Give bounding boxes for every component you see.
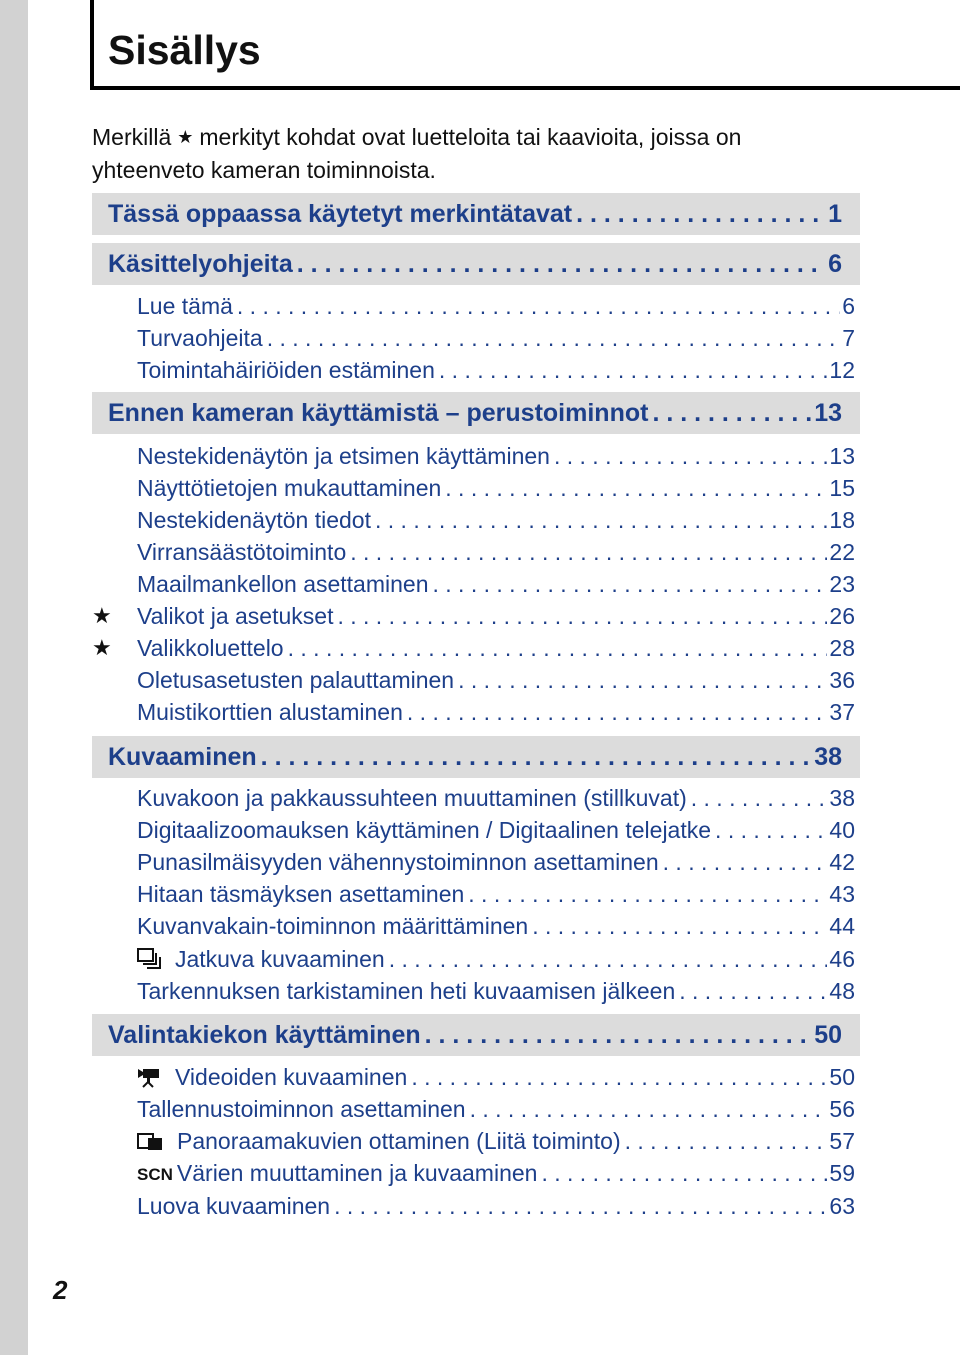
leader-dots	[407, 1064, 827, 1091]
leader-dots	[293, 250, 826, 279]
toc-entry-label: Valikot ja asetukset	[137, 603, 334, 629]
toc-entry-label: Näyttötietojen mukauttaminen	[137, 475, 442, 501]
toc-entry[interactable]	[137, 696, 855, 729]
toc-page-number: 43	[829, 881, 855, 907]
toc-section-label: Tässä oppaassa käytetyt merkintätavat	[108, 199, 573, 228]
toc-entry-label: Tallennustoiminnon asettaminen	[137, 1096, 466, 1122]
toc-entry-label: Lue tämä	[137, 293, 233, 319]
star-icon: ★	[92, 603, 112, 628]
toc-page-number: 50	[814, 1020, 842, 1049]
leader-dots	[233, 293, 840, 320]
toc-section-4[interactable]	[92, 736, 860, 778]
toc-entry[interactable]	[137, 504, 855, 537]
toc-entry[interactable]	[137, 472, 855, 505]
leader-dots	[572, 200, 826, 229]
toc-entry[interactable]	[137, 664, 855, 697]
leader-dots	[441, 475, 827, 502]
scn-icon: SCN	[137, 1165, 173, 1184]
leader-dots	[675, 978, 827, 1005]
leader-dots	[537, 1160, 827, 1187]
toc-entry[interactable]	[137, 943, 855, 976]
toc-entry-label: Kuvanvakain-toiminnon määrittäminen	[137, 913, 529, 939]
toc-page-number: 46	[829, 946, 855, 972]
leader-dots	[659, 849, 828, 876]
toc-entry[interactable]	[137, 600, 855, 633]
toc-page-number: 28	[829, 635, 855, 661]
toc-entry[interactable]	[137, 632, 855, 665]
leader-dots	[330, 1193, 827, 1220]
toc-entry-label-with-icon	[137, 1160, 537, 1187]
toc-entry-label-with-icon	[137, 946, 385, 973]
leader-dots	[648, 399, 812, 428]
toc-page-number: 37	[829, 699, 855, 725]
toc-entry-label: Valikkoluettelo	[137, 635, 284, 661]
leader-dots	[528, 913, 827, 940]
toc-page-number: 38	[829, 785, 855, 811]
toc-entry-label: Hitaan täsmäyksen asettaminen	[137, 881, 465, 907]
toc-entry-label-with-icon	[137, 1128, 621, 1155]
toc-entry[interactable]	[137, 1190, 855, 1223]
toc-entry[interactable]	[137, 975, 855, 1008]
toc-entry[interactable]	[137, 814, 855, 847]
intro-text-before: Merkillä	[92, 124, 172, 150]
toc-page-number: 13	[814, 398, 842, 427]
toc-entry[interactable]	[137, 1061, 855, 1094]
leader-dots	[371, 507, 827, 534]
toc-page-number: 23	[829, 571, 855, 597]
toc-entry-label: Digitaalizoomauksen käyttäminen / Digitaalinen telejatke	[137, 817, 712, 843]
toc-section-3[interactable]	[92, 392, 860, 434]
intro-text	[92, 121, 852, 187]
toc-entry-label: Nestekidenäytön tiedot	[137, 507, 371, 533]
toc-entry-text: Värien muuttaminen ja kuvaaminen	[176, 1160, 538, 1186]
toc-page-number: 26	[829, 603, 855, 629]
toc-entry-label: Oletusasetusten palauttaminen	[137, 667, 455, 693]
toc-page-number: 6	[842, 293, 855, 319]
toc-section-label: Kuvaaminen	[108, 742, 257, 771]
toc-entry[interactable]	[137, 290, 855, 323]
toc-entry-label-with-icon	[137, 1064, 407, 1091]
toc-entry[interactable]	[137, 354, 855, 387]
toc-section-2[interactable]	[92, 243, 860, 285]
toc-entry-label: Muistikorttien alustaminen	[137, 699, 403, 725]
toc-section-label: Ennen kameran käyttämistä – perustoiminnot	[108, 398, 649, 427]
star-icon: ★	[177, 127, 194, 147]
toc-entry[interactable]	[137, 322, 855, 355]
leader-dots	[454, 667, 827, 694]
toc-page-number: 59	[829, 1160, 855, 1186]
toc-entry[interactable]	[137, 1157, 855, 1190]
toc-entry-label: Luova kuvaaminen	[137, 1193, 331, 1219]
toc-page-number: 7	[842, 325, 855, 351]
toc-section-label: Käsittelyohjeita	[108, 249, 293, 278]
toc-entry-text: Videoiden kuvaaminen	[175, 1064, 408, 1090]
leader-dots	[464, 881, 827, 908]
toc-entry[interactable]	[137, 782, 855, 815]
toc-entry-label: Turvaohjeita	[137, 325, 263, 351]
toc-entry-label: Punasilmäisyyden vähennystoiminnon asettaminen	[137, 849, 659, 875]
toc-page-number: 48	[829, 978, 855, 1004]
stitch-assist-icon	[137, 1130, 163, 1152]
toc-page-number: 13	[829, 443, 855, 469]
leader-dots	[403, 699, 828, 726]
leader-dots	[263, 325, 840, 352]
toc-page-number: 56	[829, 1096, 855, 1122]
star-icon: ★	[92, 635, 112, 660]
toc-entry-label: Toimintahäiriöiden estäminen	[137, 357, 435, 383]
continuous-shooting-icon	[137, 948, 163, 970]
movie-camera-icon	[137, 1066, 163, 1088]
toc-entry[interactable]	[137, 1125, 855, 1158]
toc-entry[interactable]	[137, 846, 855, 879]
toc-entry-text: Jatkuva kuvaaminen	[175, 946, 385, 972]
toc-entry-label: Nestekidenäytön ja etsimen käyttäminen	[137, 443, 550, 469]
leader-dots	[429, 571, 828, 598]
toc-entry[interactable]	[137, 878, 855, 911]
page-title: Sisällys	[108, 27, 261, 73]
toc-page-number: 18	[829, 507, 855, 533]
toc-page-number: 44	[829, 913, 855, 939]
page-number: 2	[53, 1275, 68, 1305]
leader-dots	[711, 817, 827, 844]
toc-entry-label: Kuvakoon ja pakkaussuhteen muuttaminen (stillkuvat)	[137, 785, 687, 811]
side-bar	[0, 0, 28, 1355]
leader-dots	[333, 603, 827, 630]
toc-entry[interactable]	[137, 440, 855, 473]
leader-dots	[257, 743, 813, 772]
leader-dots	[687, 785, 828, 812]
toc-page-number: 40	[829, 817, 855, 843]
leader-dots	[385, 946, 828, 973]
toc-page-number: 6	[828, 249, 842, 278]
toc-page-number: 57	[829, 1128, 855, 1154]
toc-page-number: 12	[829, 357, 855, 383]
toc-entry-label: Virransäästötoiminto	[137, 539, 347, 565]
toc-entry-text: Panoraamakuvien ottaminen (Liitä toiminto)	[177, 1128, 621, 1154]
intro-text-after: merkityt kohdat ovat luetteloita tai kaavioita, joissa on yhteenveto kameran toiminnoista.	[92, 124, 742, 183]
toc-page-number: 1	[828, 199, 842, 228]
toc-page-number: 50	[829, 1064, 855, 1090]
toc-entry[interactable]	[137, 1093, 855, 1126]
leader-dots	[550, 443, 827, 470]
toc-section-label: Valintakiekon käyttäminen	[108, 1020, 421, 1049]
leader-dots	[621, 1128, 828, 1155]
toc-page-number: 63	[829, 1193, 855, 1219]
leader-dots	[421, 1021, 813, 1050]
toc-page-number: 38	[814, 742, 842, 771]
toc-entry-label: Maailmankellon asettaminen	[137, 571, 429, 597]
toc-section-5[interactable]	[92, 1014, 860, 1056]
leader-dots	[435, 357, 828, 384]
toc-section-1[interactable]	[92, 193, 860, 235]
toc-page-number: 42	[829, 849, 855, 875]
toc-entry-label: Tarkennuksen tarkistaminen heti kuvaamisen jälkeen	[137, 978, 676, 1004]
leader-dots	[346, 539, 827, 566]
leader-dots	[284, 635, 828, 662]
toc-page-number: 15	[829, 475, 855, 501]
toc-page-number: 22	[829, 539, 855, 565]
toc-page-number: 36	[829, 667, 855, 693]
leader-dots	[466, 1096, 828, 1123]
toc-entry[interactable]	[137, 536, 855, 569]
toc-entry[interactable]	[137, 568, 855, 601]
toc-entry[interactable]	[137, 910, 855, 943]
title-box	[90, 0, 960, 90]
